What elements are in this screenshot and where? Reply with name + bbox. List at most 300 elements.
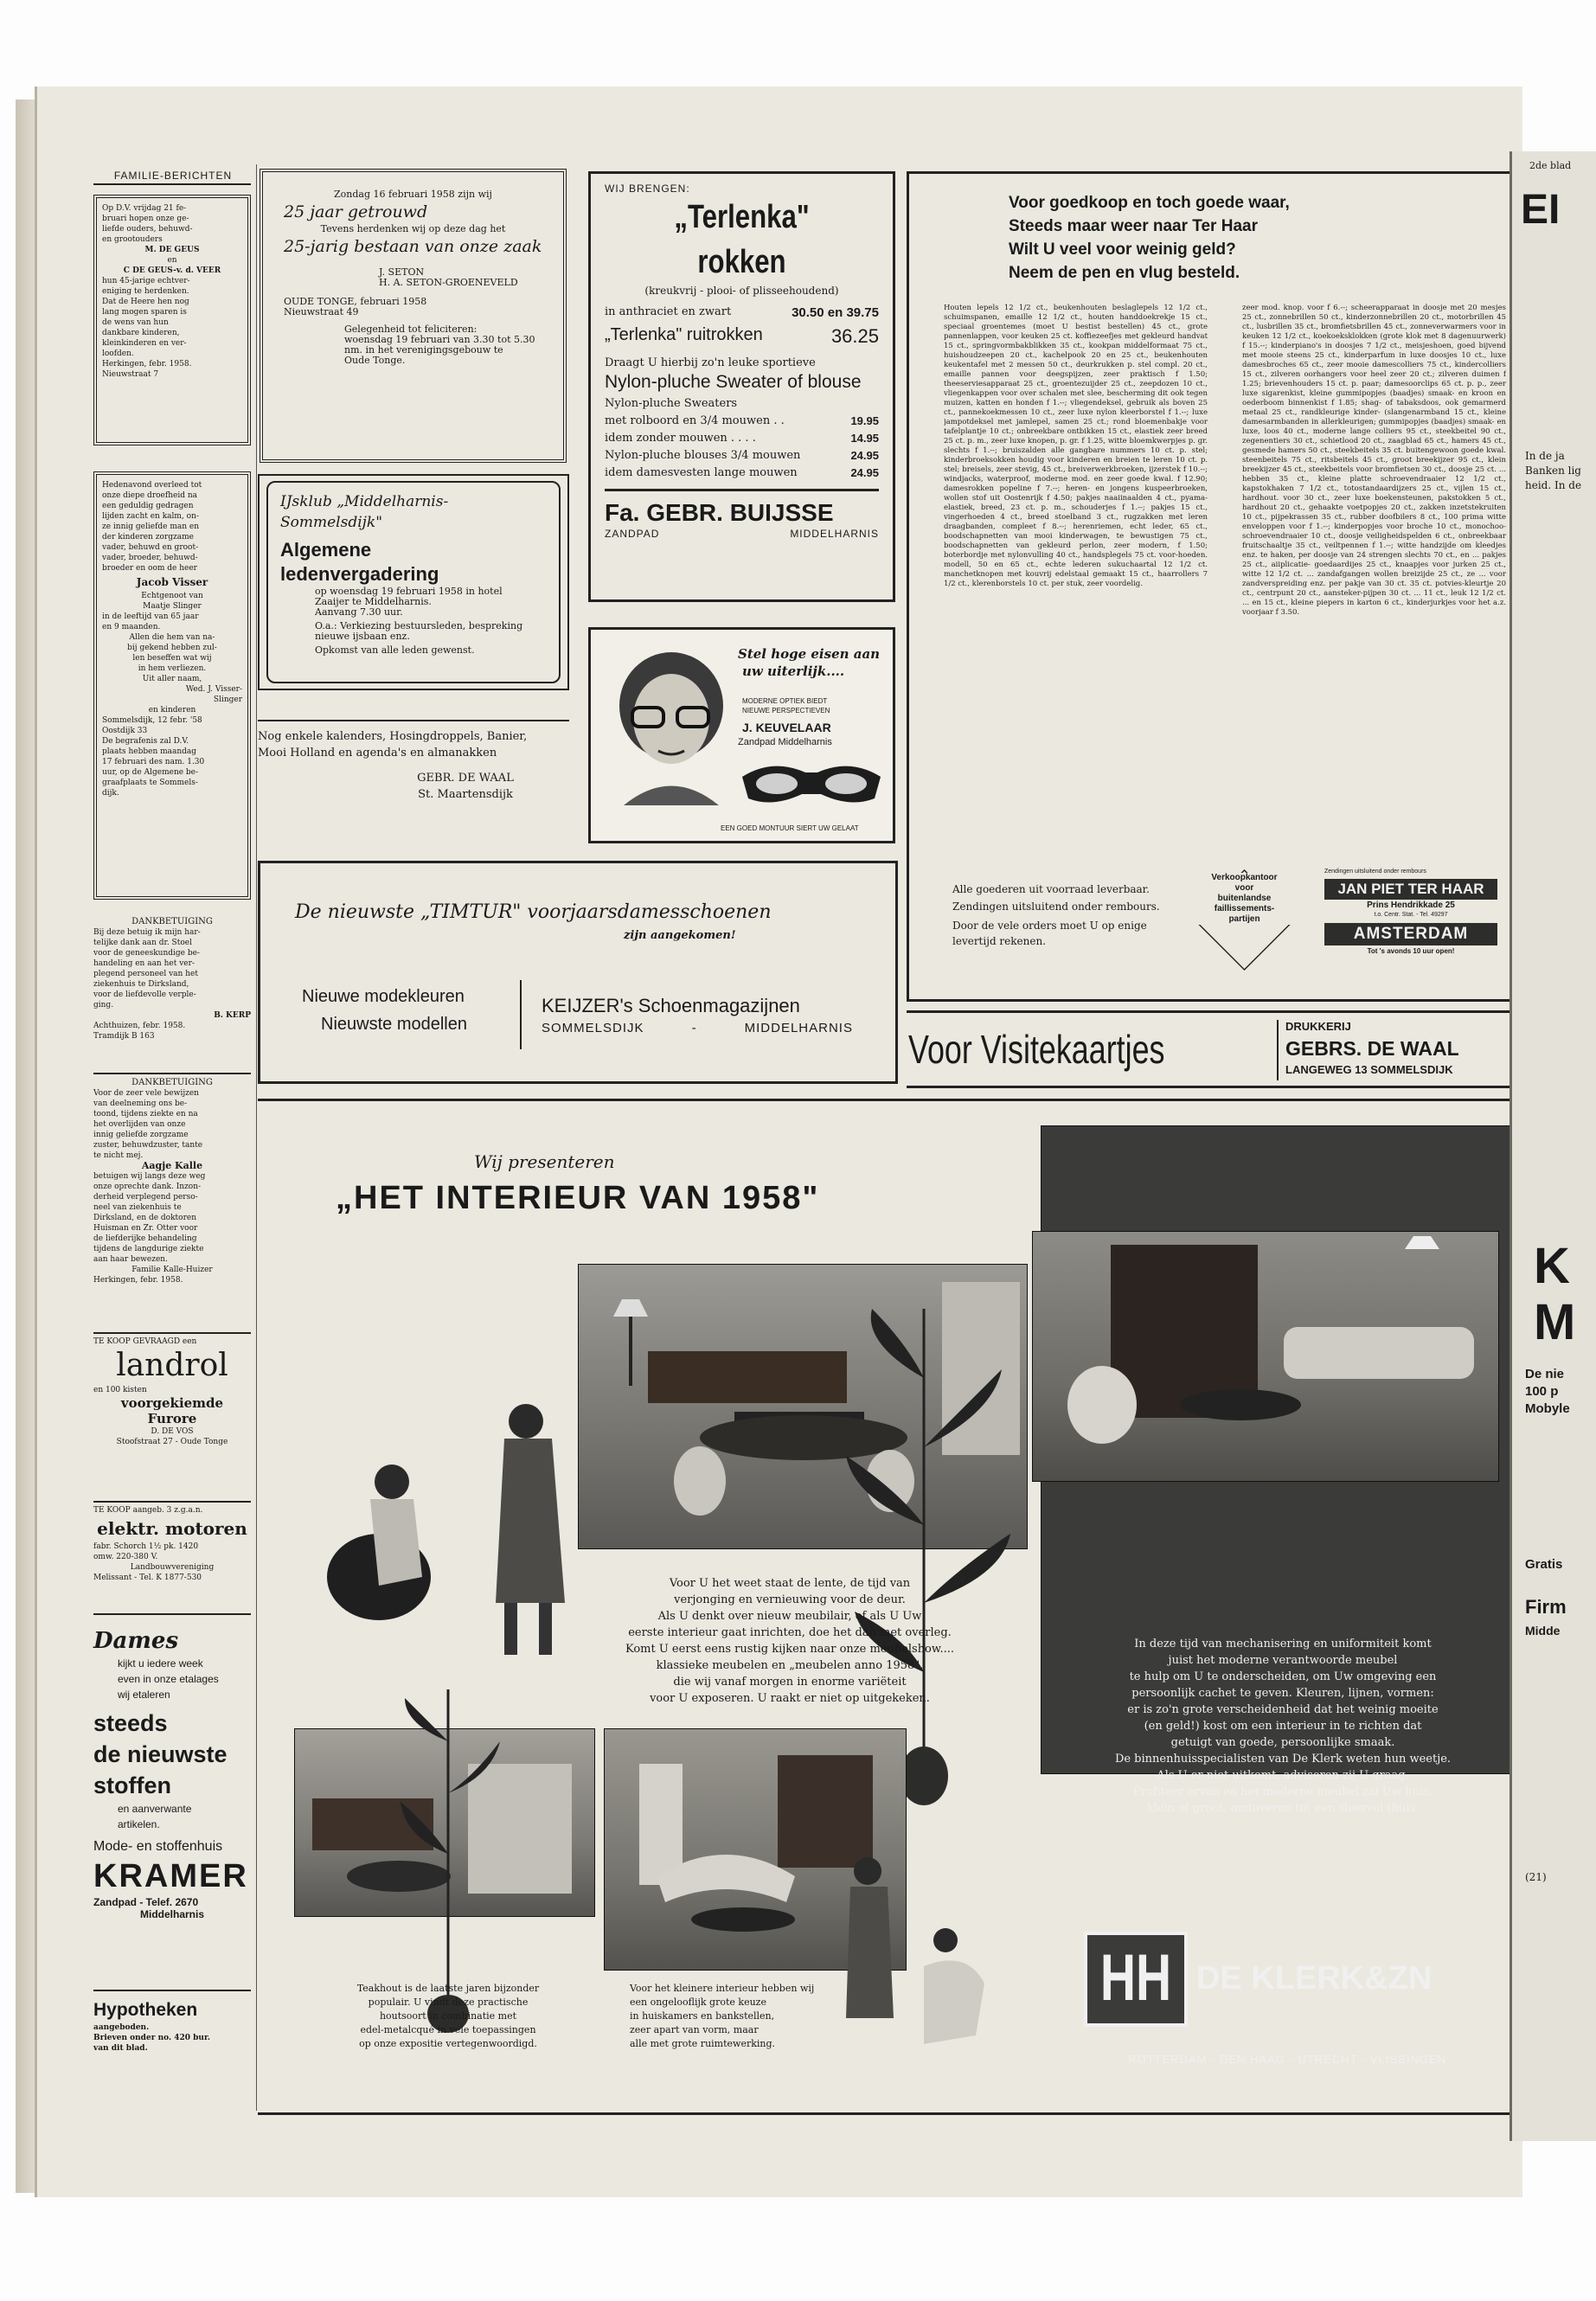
text-line: getuigt van goede, persoonlijke smaak. bbox=[1170, 1736, 1395, 1749]
text-line: Maatje Slinger bbox=[143, 602, 202, 611]
interieur-mid-copy bbox=[548, 1575, 1032, 1707]
text-line: lijden zacht en kalm, on- bbox=[102, 512, 199, 521]
text-line: liefde ouders, behuwd- bbox=[102, 225, 193, 234]
text-line: kleinkinderen en ver- bbox=[102, 339, 187, 348]
terhaar-h2: Steeds maar weer naar Ter Haar bbox=[1009, 217, 1258, 235]
deklerk-logo-frame bbox=[1084, 1932, 1188, 2027]
jubileum-street: Nieuwstraat 49 bbox=[284, 306, 359, 317]
text-line: de liefderijke behandeling bbox=[93, 1234, 197, 1243]
text-line: Allen die hem van na- bbox=[129, 633, 215, 642]
text-line: eerste interieur gaat inrichten, doe het dan met overleg. bbox=[628, 1626, 952, 1639]
jubileum-s2: 25-jarig bestaan van onze zaak bbox=[284, 237, 542, 256]
timtur-left: SOMMELSDIJK bbox=[542, 1021, 644, 1035]
deklerk-cities: ROTTERDAM - DEN HAAG - UTRECHT - VLISSINGEN bbox=[1128, 2053, 1446, 2066]
kramer-l2: even in onze etalages bbox=[118, 1673, 219, 1685]
text-line: toond, tijdens ziekte en na bbox=[93, 1110, 198, 1118]
landrol-l2: voorgekiemde bbox=[120, 1395, 224, 1411]
text-line: voor de geneeskundige be- bbox=[93, 949, 200, 958]
divider bbox=[520, 980, 522, 1049]
buijsse-price2 bbox=[605, 325, 879, 348]
interieur-dark-copy bbox=[1062, 1636, 1503, 1817]
terhaar-f1: Alle goederen uit voorraad leverbaar. bbox=[952, 883, 1150, 895]
terhaar-kv2: voor bbox=[1234, 883, 1254, 893]
text-line: Wed. J. Visser- bbox=[185, 685, 242, 694]
woman-portrait-illustration bbox=[598, 637, 745, 805]
edge-firm: Firm bbox=[1525, 1596, 1567, 1618]
text-line: een ongelooflijk grote keuze bbox=[630, 1997, 766, 2008]
motoren-l3: Landbouwvereniging bbox=[130, 1563, 215, 1572]
terhaar-ad bbox=[907, 171, 1512, 1002]
keuvelaar-slogan1: Stel hoge eisen aan bbox=[738, 646, 881, 662]
text-line: klassieke meubelen en „meubelen anno 1958", bbox=[656, 1659, 924, 1672]
dank1-address: Tramdijk B 163 bbox=[93, 1032, 155, 1041]
text-line: broeder en oom de heer bbox=[102, 564, 197, 573]
motoren-ad bbox=[93, 1505, 251, 1583]
text-line: plegend personeel van het bbox=[93, 970, 198, 978]
jubileum-n2: H. A. SETON-GROENEVELD bbox=[379, 277, 518, 288]
dank2-name: Aagje Kalle bbox=[141, 1160, 203, 1171]
terhaar-addr1: Prins Hendrikkade 25 bbox=[1367, 901, 1455, 910]
dankbetuiging-1 bbox=[93, 917, 251, 1042]
ijsclub-ad bbox=[266, 481, 561, 683]
furniture-illustration-2 bbox=[1033, 1232, 1499, 1482]
motoren-l2: omw. 220-380 V. bbox=[93, 1553, 158, 1561]
buijsse-brand: Fa. GEBR. BUIJSSE bbox=[605, 499, 834, 526]
keuvelaar-ad bbox=[588, 627, 895, 843]
terhaar-h3: Wilt U veel voor weinig geld? bbox=[1009, 240, 1236, 259]
kramer-big3: stoffen bbox=[93, 1772, 171, 1798]
death-burial bbox=[102, 736, 242, 798]
jubileum-s1: 25 jaar getrouwd bbox=[284, 202, 428, 221]
buijsse-title: „Terlenka" rokken bbox=[674, 199, 810, 280]
text-line: alle met grote ruimtewerking. bbox=[630, 2038, 776, 2049]
terhaar-brand: JAN PIET TER HAAR bbox=[1324, 879, 1497, 900]
terhaar-h1: Voor goedkoop en toch goede waar, bbox=[1009, 194, 1290, 212]
price-value: 14.95 bbox=[850, 432, 879, 445]
text-line: Als U er niet uitkomt, adviseren zij U graag. bbox=[1157, 1769, 1409, 1782]
dank1-body bbox=[93, 927, 251, 1010]
terhaar-f2: Zendingen uitsluitend onder rembours. bbox=[952, 901, 1160, 913]
death-age bbox=[102, 612, 242, 632]
buijsse-p1-label: in anthraciet en zwart bbox=[605, 305, 732, 318]
birth-name1: M. DE GEUS bbox=[144, 246, 200, 254]
kalenders-l2: Mooi Holland en agenda's en almanakken bbox=[258, 747, 497, 760]
text-line: ziekenhuis te Dirksland, bbox=[93, 980, 189, 989]
landrol-name: D. DE VOS bbox=[151, 1427, 194, 1436]
text-line: er is zo'n grote verscheidenheid dat het weinig moeite bbox=[1127, 1703, 1439, 1716]
birth-address: Nieuwstraat 7 bbox=[102, 370, 159, 379]
text-line: Voor het kleinere interieur hebben wij bbox=[630, 1983, 815, 1994]
price-row bbox=[605, 465, 879, 482]
text-line: bij gekend hebben zul- bbox=[127, 644, 217, 652]
dank1-place: Achthuizen, febr. 1958. bbox=[93, 1022, 186, 1030]
text-line: Slinger bbox=[213, 695, 242, 704]
text-line: dijk. bbox=[102, 789, 119, 798]
ijsclub-l5: nieuwe ijsbaan enz. bbox=[315, 631, 410, 642]
timtur-title: De nieuwste „TIMTUR" voorjaarsdamesschoenen bbox=[295, 901, 772, 923]
kramer-big2: de nieuwste bbox=[93, 1741, 228, 1767]
motoren-big: elektr. motoren bbox=[97, 1518, 247, 1539]
text-line: vader, behuwd en groot- bbox=[102, 543, 199, 552]
kramer-l6: Mode- en stoffenhuis bbox=[93, 1839, 223, 1854]
buijsse-left: ZANDPAD bbox=[605, 528, 660, 540]
text-line: Dirksland, en de doktoren bbox=[93, 1214, 197, 1222]
price-row bbox=[605, 447, 879, 465]
keuvelaar-slogan2: uw uiterlijk.... bbox=[742, 663, 845, 679]
visitekaartjes-ad bbox=[907, 1010, 1512, 1088]
text-line: Dat de Heere hen nog bbox=[102, 298, 189, 306]
visitekaartjes-big: Voor Visitekaartjes bbox=[908, 1027, 1165, 1072]
text-line: zeer apart van vorm, maar bbox=[630, 2024, 759, 2035]
death-spouse bbox=[102, 591, 242, 612]
buijsse-price1 bbox=[605, 305, 879, 320]
text-line: der kinderen zorgzame bbox=[102, 533, 194, 542]
death-dateplace bbox=[102, 715, 242, 736]
text-line: len beseffen wat wij bbox=[132, 654, 212, 663]
text-line: 17 februari des nam. 1.30 bbox=[102, 758, 205, 766]
timtur-sub: zijn aangekomen! bbox=[624, 929, 736, 942]
terhaar-hours: Tot 's avonds 10 uur open! bbox=[1367, 947, 1455, 955]
text-line: in hem verliezen. bbox=[138, 664, 207, 673]
text-line: onze oprechte dank. Inzon- bbox=[93, 1183, 202, 1191]
buijsse-p2-price: 36.25 bbox=[830, 325, 879, 347]
landrol-ad bbox=[93, 1336, 251, 1447]
text-line: voor de liefdevolle verple- bbox=[93, 990, 196, 999]
kramer-l5: artikelen. bbox=[118, 1818, 160, 1830]
text-line: (en geld!) kost om een interieur in te richten dat bbox=[1144, 1720, 1422, 1733]
price-label: Nylon-pluche blouses 3/4 mouwen bbox=[605, 449, 801, 462]
visitekaartjes-d3: LANGEWEG 13 SOMMELSDIJK bbox=[1285, 1063, 1453, 1076]
hypotheken-l1: aangeboden. bbox=[93, 2023, 150, 2032]
text-line: een geduldig gedragen bbox=[102, 502, 194, 510]
text-line: Bij deze betuig ik mijn har- bbox=[93, 928, 201, 937]
dank2-place: Herkingen, febr. 1958. bbox=[93, 1276, 183, 1285]
deklerk-brand: DE KLERK&ZN bbox=[1196, 1960, 1433, 1997]
terhaar-kv1: Verkoopkantoor bbox=[1211, 873, 1278, 882]
edge-num: (21) bbox=[1525, 1871, 1547, 1883]
timtur-l2: Nieuwste modellen bbox=[321, 1015, 467, 1034]
interieur-title: „HET INTERIEUR VAN 1958" bbox=[336, 1180, 820, 1216]
text-line: Komt U eerst eens rustig kijken naar onze meubelshow.... bbox=[625, 1643, 955, 1656]
living-room-photo-2 bbox=[1032, 1231, 1499, 1482]
text-line: betuigen wij langs deze weg bbox=[93, 1172, 206, 1181]
text-line: in de leeftijd van 65 jaar bbox=[102, 612, 199, 621]
text-line: die wij vanaf morgen in enorme variëteit bbox=[673, 1676, 907, 1689]
text-line: klein of groot, omtoveren tot een sleervol thuis. bbox=[1146, 1802, 1420, 1815]
landrol-l3: Furore bbox=[147, 1411, 197, 1426]
kramer-l1: kijkt u iedere week bbox=[118, 1657, 203, 1670]
price-row bbox=[605, 413, 879, 430]
kramer-addr: Zandpad - Telef. 2670 bbox=[93, 1896, 199, 1908]
keuvelaar-name: J. KEUVELAAR bbox=[742, 721, 831, 734]
death-intro bbox=[102, 480, 242, 574]
terhaar-body-left: Houten lepels 12 1/2 ct., beukenhouten beslaglepels 12 1/2 ct., schuimspanen, emaille 12 1/2 ct., houten handdoekrekje 15 ct., speciaal groentemes (moet U bestist bestellen) 45 ct., grote pannenlappen, voor keuken 25 ct. koffiezeefjes met gekleurd handvat 15 ct., springvormbakblikken 35 ct., kookpan middelformaat 75 ct., huishoudzeepen 20 ct., kachelpook 20 en 25 ct., beukenhouten keukentafel met 2 messen 50 ct., deurkrukken p. stel compl. 20 ct., emaille pannen voor deegspijzen, zeer praktisch f 1.50; theeserviesapparaat 25 ct., groentezuijder 25 ct., zeepdozen 10 ct., vliegenkappen voor over schalen met slee, bescherming dit ook tegen muizen, katten en honden f 1.--; vliegendeksel, gebruik als boven 25 ct., pannekoekmessen 10 ct., zeer luxe nylon kleerborstel f 1.--; luxe jampotdeksel met jamlepel, samen 25 ct.; rond bloemenbakje voor tafelplantje 10 ct.; onbreekbare ontbikken 15 ct., elastiek zeer breed 25 ct. p. m., zeer luxe knopen, p. gr. f 1.25, witte bloemkwerpjes p. gr. slechts f 1.--; bruiszalden alle gangbare nummers 10 ct. p. stel; kinderbroeksokken houdig voor kinderen en breien te leren 10 ct. p. stel; breisels, zeer stevig, 45 ct., breiverwerkbroeken, ijzerstek f 10.--; windjacks, waterproof, moderne mod. en zeer goede kwal. f 12.90; damesrokken popeline f 7.--; heren- en jongens kuspeerbroeken, wollen stof uit Oostenrijk f 4.50; pakjes naaiinaalden 4 ct., pyama-elastiek, breed, 23 ct. p. m., schouderjes f 1.--; pakjes 15 ct., vingerhoeden 4 ct., breed stoelband 3 ct., rugzakken met leren draagbanden, compleet f 8.--; herenriemen, echt leder, 65 ct., boodschapnetten van mooi kinderwagen, te bewustigen 75 ct., boodschapnetten van gekleurd perlon, zeer modern, f 1.50; boterbordje met nylonvulling 40 ct., handsplegels 75 ct. voor-hoeden. modell, 50 en 65 ct., echte lederen sukuchaartal 12 1/2 ct. manchetknopen met kouvrij edelstaal gemaakt 15 ct., haarrollers 7 1/2 ct., klerenborstels 10 ct. per stuk, zeer voordelig. bbox=[944, 304, 1208, 588]
price-label: idem damesvesten lange mouwen bbox=[605, 466, 798, 479]
ijsclub-l1: op woensdag 19 februari 1958 in hotel bbox=[315, 586, 503, 597]
birth-en: en bbox=[167, 256, 177, 265]
text-line: Profiteer ervan en het moderne meubel zal Uw huis, bbox=[1133, 1785, 1433, 1798]
jubileum-announcement bbox=[260, 169, 567, 463]
interieur-pre: Wij presenteren bbox=[474, 1151, 615, 1172]
death-widow bbox=[102, 684, 242, 705]
buijsse-sub: (kreukvrij - plooi- of plisseehoudend) bbox=[644, 285, 839, 297]
terhaar-top-note: Zendingen uitsluitend onder rembours bbox=[1324, 868, 1426, 875]
divider bbox=[1277, 1020, 1279, 1080]
dank2-header: DANKBETUIGING bbox=[131, 1078, 213, 1087]
kramer-script: Dames bbox=[93, 1628, 179, 1654]
jubileum-g1: Gelegenheid tot feliciteren: bbox=[344, 324, 478, 335]
edge-gratis: Gratis bbox=[1525, 1557, 1563, 1572]
terhaar-kantoor bbox=[1190, 873, 1298, 925]
familie-header: FAMILIE-BERICHTEN bbox=[113, 170, 233, 182]
text-line: De binnenhuisspecialisten van De Klerk weten hun weetje. bbox=[1114, 1753, 1452, 1766]
next-page-edge bbox=[1509, 151, 1596, 2141]
text-line: Voor U het weet staat de lente, de tijd van bbox=[669, 1577, 911, 1590]
price-label: met rolboord en 3/4 mouwen . . bbox=[605, 414, 785, 427]
ijsclub-l3: Aanvang 7.30 uur. bbox=[315, 606, 403, 618]
buijsse-right: MIDDELHARNIS bbox=[790, 528, 879, 540]
buijsse-p2-label: „Terlenka" ruitrokken bbox=[605, 325, 763, 344]
text-line: onze diepe droefheid na bbox=[102, 491, 197, 500]
interieur-cap1 bbox=[318, 1982, 578, 2051]
text-line: uur, op de Algemene be- bbox=[102, 768, 199, 777]
price-label: Nylon-pluche Sweaters bbox=[605, 397, 738, 410]
text-line: ze innig geliefde man en bbox=[102, 522, 200, 531]
timtur-dash: - bbox=[691, 1021, 697, 1035]
hypotheken-l2: Brieven onder no. 420 bur. bbox=[93, 2034, 211, 2042]
buijsse-items bbox=[605, 395, 879, 482]
ijsclub-l6: Opkomst van alle leden gewenst. bbox=[315, 644, 475, 656]
text-line: verjonging en vernieuwing voor de deur. bbox=[674, 1593, 906, 1606]
deklerk-logo: HH bbox=[1099, 1941, 1172, 2015]
edge-big1: K bbox=[1534, 1238, 1570, 1294]
text-line: In deze tijd van mechanisering en uniformiteit komt bbox=[1134, 1638, 1432, 1650]
death-signoff: Uit aller naam, bbox=[142, 675, 202, 683]
ijsclub-h1: Algemene bbox=[280, 539, 372, 561]
ijsclub-l2: Zaaijer te Middelharnis. bbox=[315, 596, 432, 607]
divider bbox=[93, 1613, 251, 1615]
kalenders-ad bbox=[258, 728, 569, 803]
ijsclub-h2: ledenvergadering bbox=[280, 563, 439, 585]
text-line: Huisman en Zr. Otter voor bbox=[93, 1224, 198, 1233]
motoren-l4: Melissant - Tel. K 1877-530 bbox=[93, 1574, 202, 1582]
birth-intro bbox=[102, 203, 242, 245]
edge-top: 2de blad bbox=[1529, 160, 1572, 171]
text-line: ging. bbox=[93, 1001, 114, 1009]
text-line: handeling en aan het ver- bbox=[93, 959, 195, 968]
text-line: in huiskamers en bankstellen, bbox=[630, 2010, 775, 2022]
jubileum-g2: woensdag 19 februari van 3.30 tot 5.30 bbox=[344, 334, 535, 345]
terhaar-city: AMSTERDAM bbox=[1324, 923, 1497, 945]
terhaar-addr2: t.o. Centr. Stat. - Tel. 49297 bbox=[1374, 912, 1448, 918]
eyeglasses-icon bbox=[738, 751, 885, 811]
price-value: 24.95 bbox=[850, 449, 879, 462]
price-value: 24.95 bbox=[850, 466, 879, 479]
jubileum-mid: Tevens herdenken wij op deze dag het bbox=[320, 223, 506, 234]
kalenders-l1: Nog enkele kalenders, Hosingdroppels, Banier, bbox=[258, 730, 528, 743]
interieur-ad bbox=[258, 1099, 1512, 2115]
ijsclub-l4: O.a.: Verkiezing bestuursleden, bespreking bbox=[315, 620, 523, 631]
text-line: te hulp om U te onderscheiden, om Uw omgeving een bbox=[1129, 1670, 1437, 1683]
visitekaartjes-d1: DRUKKERIJ bbox=[1285, 1020, 1351, 1033]
terhaar-kv5: partijen bbox=[1228, 914, 1260, 924]
text-line: houtsoort in combinatie met bbox=[379, 2010, 517, 2022]
death-name: Jacob Visser bbox=[136, 576, 208, 588]
text-line: van deelneming ons be- bbox=[93, 1099, 188, 1108]
price-row bbox=[605, 395, 879, 413]
landrol-header: TE KOOP GEVRAAGD een bbox=[93, 1337, 197, 1346]
divider bbox=[93, 183, 251, 185]
text-line: telijke dank aan dr. Stoel bbox=[93, 939, 192, 947]
jubileum-g4: Oude Tonge. bbox=[344, 355, 406, 366]
column-rule bbox=[256, 164, 257, 2111]
terhaar-body-right: zeer mod. knop. voor f 6.--; scheerapparaat in doosje met 20 mesjes 25 ct., zonnebrillen 50 ct., kinderzonnebrillen 20 ct., motorbrillen 45 ct., lusbrillen 35 ct., bromfietsbrillen 45 ct., zonneverwarmers voor in keuken 12 1/2 ct., koekoeksklokken (grote klok met 8 dagenuurwerk) f 15.--; kinderpiano's in doosjes 7 1/2 ct., meisjeshoen, goed bijvend met mooie steens 25 ct., kinderparfum in luxe doosjes 10 ct., luxe damesbroches 65 ct., zeer mooie damescolliers 75 ct., kindercolliers 15 ct., zilveren oorhangers voor heel zeer 20 ct.; zilveren duimen f 1.25; brievenhouders 15 ct. p. paar; damesoorclips 65 ct. p. p., zeer luxe sigarenkist, kleine gummipopjes (baadjes) smaak- en kroon en oederboom binnenkist f 1.85; shag- of tabaksdoos, ook gemarmerd metaal 25 ct., randkleurige kinder- (slangenarmband 15 ct., kleine damesarmbanden in allerkleurigen; gummipopjes (baadjes) smaak- en luxe, loos 40 ct., moderne lange colliers 95 ct., steekbeitel 90 ct., zegenentiers 30 ct., schietlood 20 ct., zaagblad 65 ct., hamers 45 ct., gesmede hamers 50 ct., steekbeitels 35 ct. buitengewoon goede kwal. steenbeitels 75 ct., ritsbeitels 45 ct., groot breekijzer 95 ct., klein breekijzer 45 ct., steekbeitels voor bromfietsen 30 ct., doosje 25 ct. ... hebben 35 ct., kleine platte schroevendraaier 12 1/2 ct., kapstokhaken 7 1/2 ct., totostandaardijzers 25 ct., vijlen 15 ct., hardhout. voor 30 ct., zeer luxe boekensteunen, pakstokken 5 ct., hardhout 20 ct., gehaakte voetpopjes 20 ct., zakken inzetstekruiten 10 ct., pijpekrassen 35 ct., rubber doofbilers 8 ct., 100 prima witte enveloppen voor f 1.--; kinderpopjes voor broche 10 ct., monochoo- schroevendraaier 10 ct., doosje veiligheidspelden 6 ct., onbreekbaar fruitschaaltje 35 ct., veiltpennen f 1.--; witte handzijde om kleedjes enz. te haken, per doosje van 24 strengen slechts 70 ct., en ... pakjes 25 ct., aiiplicatie- goedaardijes 25 ct., knaapjes voor jurken 25 ct., witte 12 1/2 ct. ... zandafgangen wollen breizijde 25 ct., ze ... voor zandverspreiding enz. per pakje van 30 ct. 35 ct. potvies-kleurtje 20 ct., centrpunt 20 ct., aansteker-pijpen 30 ct. ... 11 ct., leuk 12 1/2 ct. ... en 15 ct., kleine piepers in karton 6 ct., kinderjurkjes voor het a.z. voorjaar f 3.50. bbox=[1242, 304, 1506, 617]
edge-l1: In de ja bbox=[1525, 450, 1565, 462]
kramer-big1: steeds bbox=[93, 1710, 168, 1736]
text-line: dankbare kinderen, bbox=[102, 329, 180, 337]
text-line: op onze expositie vertegenwoordigd. bbox=[359, 2038, 537, 2049]
keuvelaar-s2: NIEUWE PERSPECTIEVEN bbox=[742, 707, 830, 715]
text-line: lang mogen sparen is bbox=[102, 308, 187, 317]
kramer-ad bbox=[93, 1626, 251, 1920]
death-kids: en kinderen bbox=[148, 706, 196, 715]
birth-body bbox=[102, 276, 242, 359]
birth-place: Herkingen, febr. 1958. bbox=[102, 360, 192, 369]
text-line: en 9 maanden. bbox=[102, 623, 161, 631]
edge-promo2: 100 p bbox=[1525, 1384, 1559, 1399]
death-wish bbox=[102, 632, 242, 674]
text-line: en grootouders bbox=[102, 235, 163, 244]
edge-midde: Midde bbox=[1525, 1624, 1561, 1638]
motoren-l1: fabr. Schorch 1½ pk. 1420 bbox=[93, 1542, 199, 1551]
visitekaartjes-d2: GEBRS. DE WAAL bbox=[1285, 1037, 1459, 1060]
price-row bbox=[605, 430, 879, 447]
kalenders-n1: GEBR. DE WAAL bbox=[417, 772, 514, 785]
text-line: Als U denkt over nieuw meubilair, of als U Uw bbox=[657, 1610, 922, 1623]
birth-announcement bbox=[93, 195, 251, 445]
text-line: De begrafenis zal D.V. bbox=[102, 737, 189, 746]
buijsse-header: WIJ BRENGEN: bbox=[605, 183, 690, 195]
jubileum-date: Zondag 16 februari 1958 zijn wij bbox=[334, 189, 492, 200]
timtur-right: MIDDELHARNIS bbox=[744, 1021, 853, 1035]
dank1-name: B. KERP bbox=[214, 1011, 251, 1020]
jubileum-n1: J. SETON bbox=[379, 266, 425, 278]
text-line: populair. U vindt deze practische bbox=[368, 1997, 529, 2008]
buijsse-l1: Draagt U hierbij zo'n leuke sportieve bbox=[605, 356, 816, 369]
divider bbox=[93, 1332, 251, 1334]
dank2-body bbox=[93, 1088, 251, 1161]
keuvelaar-place: Zandpad Middelharnis bbox=[738, 737, 832, 747]
death-announcement bbox=[93, 471, 251, 900]
terhaar-kv4: faillissements- bbox=[1214, 904, 1275, 913]
ijsclub-title: IJsklub „Middelharnis-Sommelsdijk" bbox=[280, 493, 449, 531]
hypotheken-title: Hypotheken bbox=[93, 2000, 198, 2020]
buijsse-h2: Nylon-pluche Sweater of blouse bbox=[605, 372, 862, 392]
text-line: juist het moderne verantwoorde meubel bbox=[1168, 1654, 1398, 1667]
buijsse-p1-price: 30.50 en 39.75 bbox=[792, 305, 879, 320]
jubileum-g3: nm. in het verenigingsgebouw te bbox=[344, 344, 503, 356]
text-line: te nicht mej. bbox=[93, 1151, 144, 1160]
edge-promo1: De nie bbox=[1525, 1367, 1565, 1381]
dank2-body2 bbox=[93, 1171, 251, 1265]
text-line: aan haar bewezen. bbox=[93, 1255, 168, 1264]
kramer-l4: en aanverwante bbox=[118, 1803, 192, 1815]
text-line: tijdens de langdurige ziekte bbox=[93, 1245, 204, 1253]
divider bbox=[93, 1990, 251, 1991]
text-line: graafplaats te Sommels- bbox=[102, 779, 198, 787]
buijsse-footer bbox=[605, 528, 879, 540]
timtur-l1: Nieuwe modekleuren bbox=[302, 987, 465, 1006]
edge-l3: heid. In de bbox=[1525, 479, 1582, 491]
text-line: loofden. bbox=[102, 349, 134, 358]
text-line: de wens van hun bbox=[102, 318, 169, 327]
motoren-header: TE KOOP aangeb. 3 z.g.a.n. bbox=[93, 1506, 203, 1515]
text-line: neel van ziekenhuis te bbox=[93, 1203, 182, 1212]
landrol-l1: en 100 kisten bbox=[93, 1386, 147, 1394]
dank2-family: Familie Kalle-Huizer bbox=[131, 1266, 213, 1274]
text-line: edel-metalcqué in vele toepassingen bbox=[360, 2024, 536, 2035]
text-line: hun 45-jarige echtver- bbox=[102, 277, 190, 285]
text-line: Sommelsdijk, 12 febr. '58 bbox=[102, 716, 202, 725]
text-line: zuster, behuwdzuster, tante bbox=[93, 1141, 203, 1150]
edge-promo3: Mobyle bbox=[1525, 1401, 1570, 1416]
divider bbox=[93, 1073, 251, 1074]
divider bbox=[93, 1501, 251, 1503]
birth-name2: C DE GEUS-v. d. VEER bbox=[123, 266, 221, 275]
timtur-brand: KEIJZER's Schoenmagazijnen bbox=[542, 995, 800, 1016]
text-line: Teakhout is de laatste jaren bijzonder bbox=[356, 1983, 540, 1994]
text-line: persoonlijk cachet te geven. Kleuren, lijnen, vormen: bbox=[1131, 1687, 1434, 1700]
price-label: idem zonder mouwen . . . . bbox=[605, 432, 756, 445]
dank1-header: DANKBETUIGING bbox=[131, 917, 213, 926]
divider bbox=[605, 489, 879, 491]
edge-big-e: EI bbox=[1521, 187, 1561, 233]
text-line: innig geliefde zorgzame bbox=[93, 1131, 189, 1139]
text-line: vader, broeder, behuwd- bbox=[102, 554, 198, 562]
jubileum-place: OUDE TONGE, februari 1958 bbox=[284, 296, 427, 307]
plant-illustration-2 bbox=[379, 1672, 517, 2035]
kramer-l3: wij etaleren bbox=[118, 1689, 170, 1701]
text-line: Hedenavond overleed tot bbox=[102, 481, 202, 490]
buijsse-ad bbox=[588, 171, 895, 602]
text-line: voor U exposeren. U raakt er niet op uitgekeken. bbox=[650, 1692, 930, 1705]
hypotheken-l3: van dit blad. bbox=[93, 2044, 148, 2053]
terhaar-h4: Neem de pen en vlug besteld. bbox=[1009, 264, 1240, 282]
text-line: Op D.V. vrijdag 21 fe- bbox=[102, 204, 187, 213]
edge-big2: M bbox=[1534, 1294, 1576, 1350]
text-line: eniging te herdenken. bbox=[102, 287, 189, 296]
text-line: Echtgenoot van bbox=[141, 592, 203, 600]
price-value: 19.95 bbox=[850, 414, 879, 427]
interieur-cap2 bbox=[630, 1982, 889, 2051]
timtur-ad bbox=[258, 861, 898, 1084]
text-line: derheid verplegend perso- bbox=[93, 1193, 198, 1202]
kalenders-n2: St. Maartensdijk bbox=[418, 788, 513, 801]
text-line: Oostdijk 33 bbox=[102, 727, 148, 735]
terhaar-f4: levertijd rekenen. bbox=[952, 935, 1047, 947]
timtur-footer bbox=[542, 1021, 853, 1035]
text-line: plaats hebben maandag bbox=[102, 747, 197, 756]
keuvelaar-s1: MODERNE OPTIEK BIEDT bbox=[742, 697, 828, 705]
terhaar-f3: Door de vele orders moet U op enige bbox=[952, 920, 1147, 932]
dankbetuiging-2 bbox=[93, 1078, 251, 1285]
kramer-city: Middelharnis bbox=[139, 1908, 204, 1920]
text-line: Voor de zeer vele bewijzen bbox=[93, 1089, 199, 1098]
hypotheken-ad bbox=[93, 1998, 251, 2054]
landrol-address: Stoofstraat 27 - Oude Tonge bbox=[116, 1438, 228, 1446]
divider bbox=[258, 720, 569, 721]
keuvelaar-foot: EEN GOED MONTUUR SIERT UW GELAAT bbox=[721, 824, 859, 832]
